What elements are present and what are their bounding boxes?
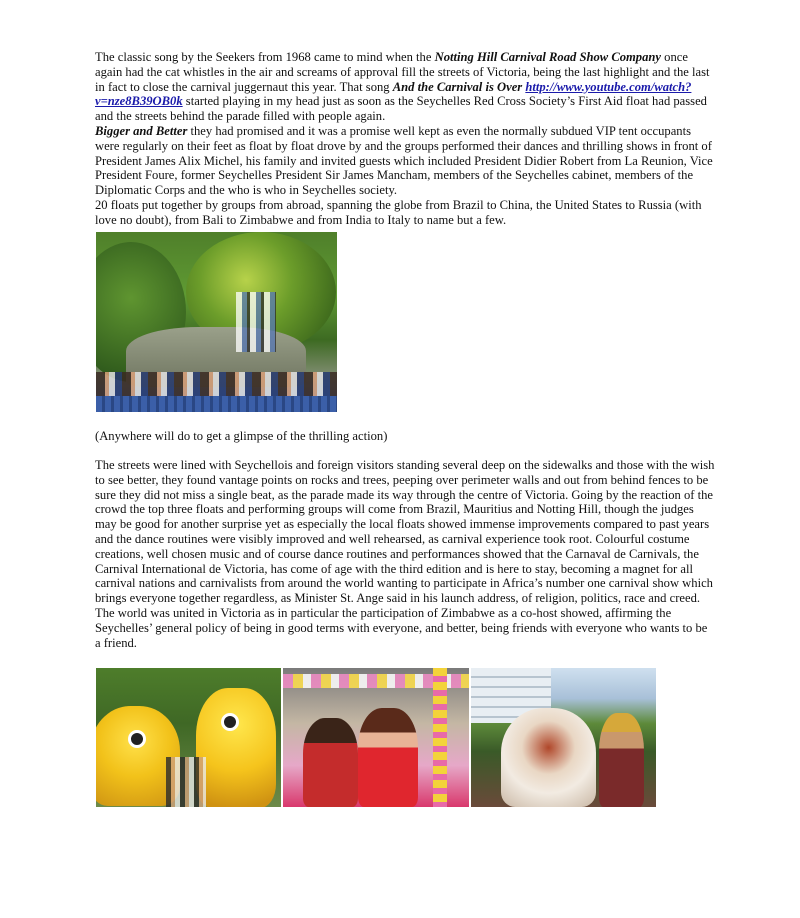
lion-dance-photo <box>96 668 281 807</box>
streets-paragraph: The streets were lined with Seychellois and foreign visitors standing several deep on the sidewalks and those with the wish to see better, they found vantage points on rocks and trees, peeping over perimeter walls and out from behind fences to be sure they did not miss a single beat, as the parade made its way through the centre of Victoria. Going by the reaction of the crowd the top three floats and performing groups will come from Brazil, Mauritius and Notting Hill, though the judges may be good for another surprise yet as especially the local floats showed immense improvements compared to past years and the dance routines were visibly improved and well rehearsed, as carnival experience took root. Colourful costume creations, well chosen music and of course dance routines and performances showed that the Carnaval de Carnivals, the Carnival International de Victoria, has come of age with the third edition and is here to stay, becoming a magnet for all carnival nations and carnivalists from around the world wanting to participate in Africa’s number one carnival show which brings everyone together regardless, as Minister St. Ange said in his launch address, of religion, politics, race and creed. The world was united in Victoria as in particular the participation of Zimbabwe as a co-host showed, affirming the Seychelles’ general policy of being in good terms with everyone, and better, being friends with everyone who wants to be a friend. <box>95 458 715 650</box>
song-title: And the Carnival is Over <box>392 79 523 94</box>
article-body <box>95 50 715 228</box>
intro-text-3: started playing in my head just as soon as the Seychelles Red Cross Society’s First Aid float had passed and the streets behind the parade filled with people again. <box>95 94 707 124</box>
intro-paragraph <box>95 50 715 228</box>
intro-text-2: once again had the cat whistles in the air and screams of approval fill the streets of Victoria, being the last highlight and the last in fact to close the carnival juggernaut this year. That song <box>95 50 710 94</box>
intro-text-1: The classic song by the Seekers from 1968 came to mind when the <box>95 50 435 64</box>
carnival-dancers-photo <box>283 668 469 807</box>
barong-dancer-photo <box>471 668 656 807</box>
road-show-company-name: Notting Hill Carnival Road Show Company <box>434 50 661 64</box>
bigger-better-heading: Bigger and Better <box>95 123 188 138</box>
photo-caption: (Anywhere will do to get a glimpse of the thrilling action) <box>95 429 388 443</box>
vip-paragraph-text: they had promised and it was a promise well kept as even the normally subdued VIP tent occupants were regularly on their feet as float by float drove by and the groups performed their dances and thrilling shows in front of President James Alix Michel, his family and invited guests which included President Didier Robert from La Reunion, Vice President Foure, former Seychelles President Sir James Mancham, members of the Seychelles cabinet, members of the Diplomatic Corps and the who is who in Seychelles society. <box>95 123 713 198</box>
youtube-link[interactable]: http://www.youtube.com/watch?v=nze8B39OB0k <box>95 79 692 109</box>
crowd-on-hill-photo <box>96 232 337 412</box>
floats-paragraph: 20 floats put together by groups from abroad, spanning the globe from Brazil to China, the United States to Russia (with love no doubt), from Bali to Zimbabwe and from India to Italy to name but a few. <box>95 197 702 227</box>
